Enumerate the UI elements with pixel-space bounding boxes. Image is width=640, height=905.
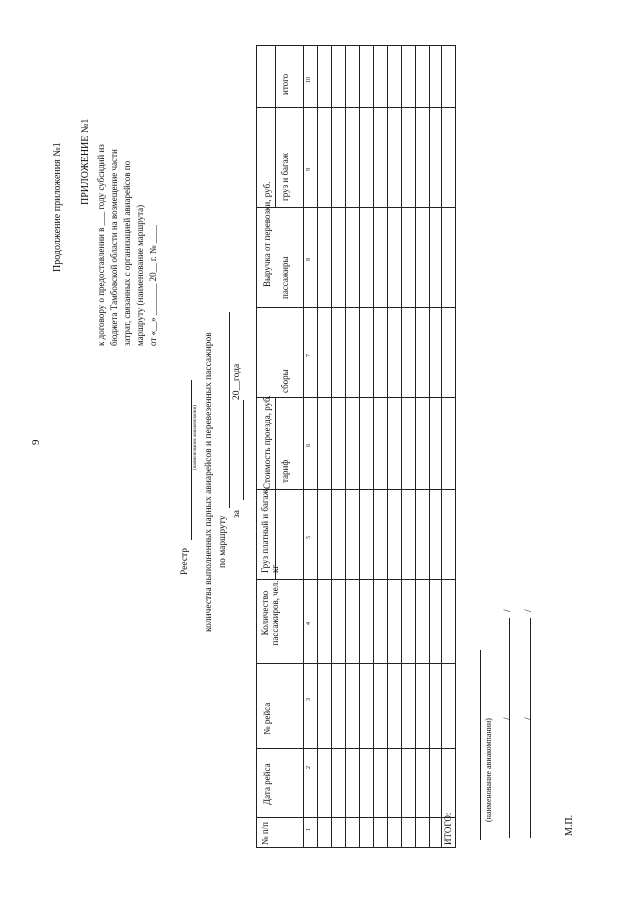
header-fare-fees: сборы <box>280 369 290 393</box>
signature-line <box>530 618 531 838</box>
appendix-line: от «__» _______ 20__ г. № ____ <box>148 225 158 346</box>
table-border <box>256 45 456 46</box>
appendix-title: ПРИЛОЖЕНИЕ №1 <box>80 118 91 205</box>
column-number: 1 <box>306 828 312 831</box>
group-split <box>275 45 276 207</box>
column-divider <box>256 489 456 490</box>
register-route-line <box>229 312 230 508</box>
register-route-label: по маршруту <box>218 515 228 568</box>
appendix-line: затрат, связанных с организацией авиарейсов по <box>122 160 132 346</box>
row-line <box>401 45 402 848</box>
table-border <box>256 847 456 848</box>
column-divider <box>256 397 456 398</box>
column-number: 8 <box>306 258 312 261</box>
signature-slash: / <box>503 609 513 612</box>
header-fare-tariff: тариф <box>280 459 290 483</box>
signature-slash: / <box>503 717 513 720</box>
stamp-label: М.П. <box>564 814 575 836</box>
row-line <box>331 45 332 848</box>
header-cargo: Груз платный и багаж, кг <box>260 486 280 573</box>
signature-line <box>509 618 510 838</box>
table-border <box>256 45 257 848</box>
column-divider <box>256 307 456 308</box>
signature-slash: / <box>524 717 534 720</box>
table-border <box>455 45 456 848</box>
register-period-year: 20__года <box>232 363 242 400</box>
register-title: Реестр <box>180 547 190 575</box>
header-bottom <box>303 45 304 848</box>
company-signature-line <box>480 650 481 840</box>
column-divider <box>256 663 456 664</box>
row-line <box>359 45 360 848</box>
appendix-line: маршруту (наименование маршрута) <box>135 204 145 346</box>
column-divider <box>256 817 456 818</box>
register-period-line <box>243 400 244 500</box>
header-date: Дата рейса <box>262 763 272 805</box>
company-caption: (наименование авиакомпании) <box>484 718 493 822</box>
header-revenue-total: итого <box>280 73 290 95</box>
column-divider <box>256 579 456 580</box>
column-divider <box>256 107 456 108</box>
row-line <box>415 45 416 848</box>
page-number: 9 <box>30 439 42 445</box>
row-line <box>345 45 346 848</box>
continuation-note: Продолжение приложения №1 <box>52 142 63 272</box>
appendix-line: к договору о предоставлении в ___ году субсидий из <box>96 144 106 346</box>
column-number: 9 <box>306 168 312 171</box>
register-company-line <box>191 380 192 540</box>
row-line <box>441 45 442 848</box>
row-line <box>373 45 374 848</box>
column-divider <box>256 748 456 749</box>
header-revenue-pass: пассажиры <box>280 256 290 299</box>
header-revenue-group: Выручка от перевозки, руб. <box>262 181 272 287</box>
register-subtitle: количества выполненных парных авиарейсов и перевезенных пассажиров <box>204 332 214 632</box>
number-row-bottom <box>317 45 318 848</box>
row-line <box>429 45 430 848</box>
column-number: 4 <box>306 622 312 625</box>
register-caption: (наименование авиакомпании) <box>193 405 198 470</box>
header-passengers: Количество пассажиров, чел. <box>260 580 280 646</box>
header-num: № п/п <box>260 822 270 845</box>
column-number: 7 <box>306 354 312 357</box>
column-number: 5 <box>306 536 312 539</box>
column-number: 6 <box>306 444 312 447</box>
signature-slash: / <box>524 609 534 612</box>
row-line <box>387 45 388 848</box>
appendix-line: бюджета Тамбовской области на возмещение части <box>109 149 119 346</box>
header-fare-group: Стоимость проезда, руб. <box>262 395 272 489</box>
column-number: 3 <box>306 698 312 701</box>
total-label: ИТОГО: <box>443 812 453 845</box>
column-number: 2 <box>306 766 312 769</box>
header-flight: № рейса <box>262 702 272 735</box>
register-period-prefix: за <box>232 510 242 518</box>
column-divider <box>256 207 456 208</box>
column-number: 10 <box>306 77 312 83</box>
header-revenue-cargo: груз и багаж <box>280 153 290 201</box>
register-table <box>256 45 456 848</box>
